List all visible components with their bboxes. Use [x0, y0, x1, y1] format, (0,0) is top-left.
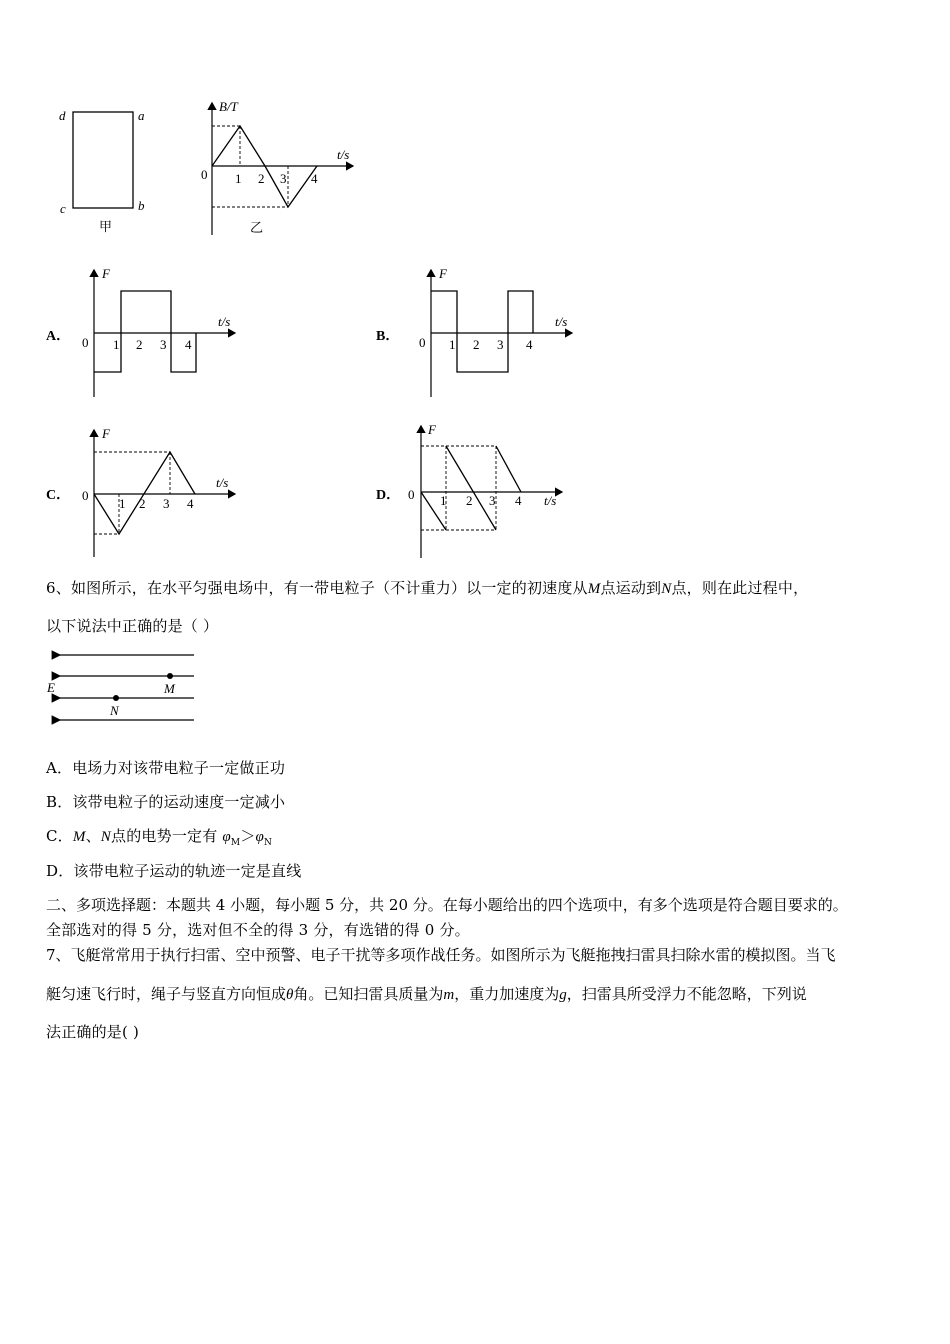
tick-b-2: 2: [473, 337, 480, 352]
option-d-label: D．: [376, 488, 401, 503]
point-n-label: N: [110, 703, 119, 718]
origin-d: 0: [408, 487, 415, 502]
y-axis-label: B/T: [219, 99, 238, 114]
corner-d: d: [59, 108, 66, 123]
y-label-a: F: [102, 266, 110, 281]
q6-point-m-inline: M: [587, 581, 601, 597]
x-label-a: t/s: [218, 314, 231, 329]
tick-d-3: 3: [489, 493, 496, 508]
figure-jia-loop: [55, 100, 155, 235]
tick-a-4: 4: [185, 337, 192, 352]
tick-4: 4: [311, 171, 318, 186]
option-c-graph: [75, 422, 245, 562]
caption-jia: 甲: [99, 219, 113, 234]
option-d-graph: [400, 418, 575, 563]
f-t-curve-c: [94, 452, 195, 534]
coil-rectangle: [73, 112, 133, 208]
tick-c-4: 4: [187, 496, 194, 511]
tick-b-3: 3: [497, 337, 504, 352]
tick-c-1: 1: [119, 496, 126, 511]
y-label-b: F: [439, 266, 447, 281]
x-label-d: t/s: [544, 493, 557, 508]
q7-line-1: 7、飞艇常常用于执行扫雷、空中预警、电子干扰等多项作战任务。如图所示为飞艇拖拽扫雷具扫除水雷的模拟图。当飞: [46, 946, 836, 964]
figure-yi-bt-graph: [195, 95, 370, 240]
q6-line-2: 以下说法中正确的是（ ）: [46, 617, 219, 635]
tick-b-1: 1: [449, 337, 456, 352]
q6-option-a: A．电场力对该带电粒子一定做正功: [46, 759, 286, 777]
option-b-graph: [412, 262, 582, 402]
q6-option-b: B．该带电粒子的运动速度一定减小: [46, 793, 286, 811]
q7-line-3: 法正确的是( ): [46, 1023, 140, 1041]
tick-d-1: 1: [440, 493, 447, 508]
origin-a: 0: [82, 335, 89, 350]
point-m-dot: [167, 673, 173, 679]
tick-2: 2: [258, 171, 265, 186]
tick-a-1: 1: [113, 337, 120, 352]
origin-b: 0: [419, 335, 426, 350]
tick-3: 3: [280, 171, 287, 186]
section-2-header-line-1: 二、多项选择题：本题共 4 小题，每小题 5 分，共 20 分。在每小题给出的四个选项中，有多个选项是符合题目要求的。: [46, 896, 848, 914]
tick-1: 1: [235, 171, 242, 186]
y-label-c: F: [102, 426, 110, 441]
q6-option-c: C．M、N点的电势一定有 $\varphi_M>\varphi_N$: [46, 827, 273, 848]
tick-d-2: 2: [466, 493, 473, 508]
point-n-dot: [113, 695, 119, 701]
option-a-graph: [75, 262, 245, 402]
q6-line-1: 6、如图所示，在水平匀强电场中，有一带电粒子（不计重力）以一定的初速度从M点运动到N点，则在此过程中，: [46, 579, 809, 597]
f-t-curve-b: [431, 291, 533, 372]
origin-c: 0: [82, 488, 89, 503]
q7-line-2: 艇匀速飞行时，绳子与竖直方向恒成θ角。已知扫雷具质量为m，重力加速度为g，扫雷具所受浮力不能忽略，下列说: [46, 985, 807, 1003]
option-c-label: C．: [46, 488, 71, 503]
tick-a-3: 3: [160, 337, 167, 352]
y-label-d: F: [428, 422, 436, 437]
corner-a: a: [138, 108, 145, 123]
option-a-label: A．: [46, 329, 71, 344]
q6-option-d: D．该带电粒子运动的轨迹一定是直线: [46, 862, 302, 880]
tick-c-2: 2: [139, 496, 146, 511]
x-axis-label: t/s: [337, 147, 350, 162]
field-label-e: E: [47, 680, 55, 695]
corner-c: c: [60, 201, 66, 216]
x-label-c: t/s: [216, 475, 229, 490]
tick-d-4: 4: [515, 493, 522, 508]
x-label-b: t/s: [555, 314, 568, 329]
origin-label: 0: [201, 167, 208, 182]
tick-c-3: 3: [163, 496, 170, 511]
caption-yi: 乙: [250, 220, 264, 235]
tick-a-2: 2: [136, 337, 143, 352]
point-m-label: M: [164, 681, 175, 696]
electric-field-figure: [44, 645, 204, 730]
section-2-header-line-2: 全部选对的得 5 分，选对但不全的得 3 分，有选错的得 0 分。: [46, 921, 470, 939]
q6-point-n-inline: N: [661, 581, 672, 597]
f-t-curve-a: [94, 291, 196, 372]
option-b-label: B．: [376, 329, 400, 344]
corner-b: b: [138, 198, 145, 213]
tick-b-4: 4: [526, 337, 533, 352]
